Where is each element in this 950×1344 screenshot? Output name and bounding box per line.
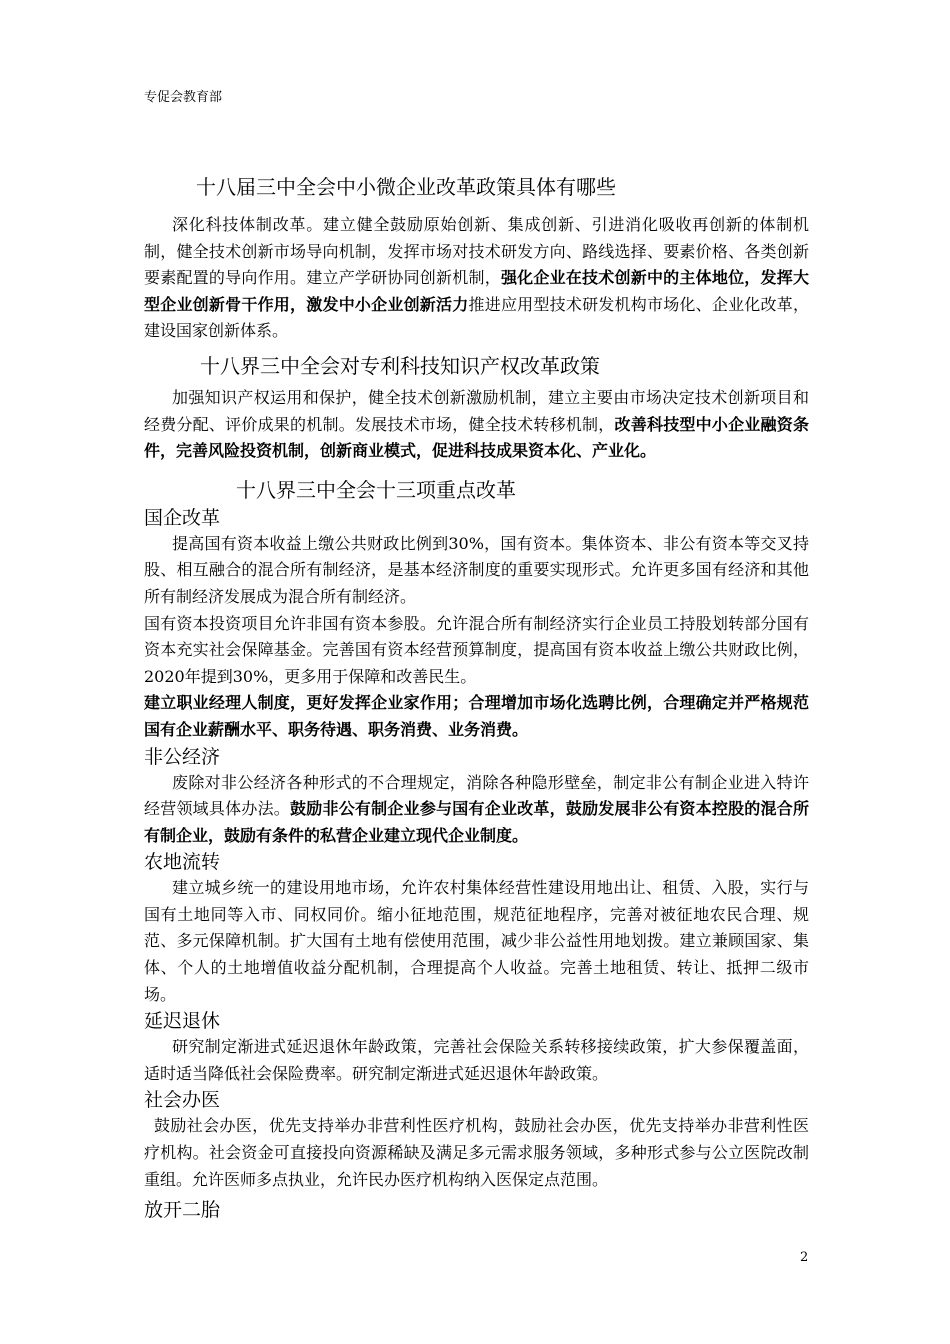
page-number: 2 — [800, 1250, 809, 1265]
subheading-private-economy: 非公经济 — [144, 745, 221, 768]
document-body — [144, 172, 809, 1223]
subheading-delayed-retirement: 延迟退休 — [144, 1010, 221, 1033]
paragraph-bold-text: 强化企业在技术创新中的主体地位，发挥大型企业创新骨干作用，激发中小企业创新活力 — [144, 268, 809, 314]
section-title-sme-reform: 十八届三中全会中小微企业改革政策具体有哪些 — [196, 175, 616, 199]
paragraph-private-economy — [144, 770, 809, 850]
paragraph-text: 废除对非公经济各种形式的不合理规定，消除各种隐形壁垒，制定非公有制企业进入特许经营领域具体办法。 — [144, 772, 809, 819]
section-title-thirteen-reforms: 十八界三中全会十三项重点改革 — [236, 477, 516, 502]
paragraph-text: 深化科技体制改革。建立健全鼓励原始创新、集成创新、引进消化吸收再创新的体制机制，健全技术创新市场导向机制，发挥市场对技术研发方向、路线选择、要素价格、各类创新要素配置的导向作用。建立产学研协同创新机制， — [144, 215, 809, 288]
paragraph-delayed-retirement: 研究制定渐进式延迟退休年龄政策，完善社会保险关系转移接续政策，扩大参保覆盖面，适时适当降低社会保险费率。研究制定渐进式延迟退休年龄政策。 — [144, 1037, 809, 1083]
section-title-ip-reform: 十八界三中全会对专利科技知识产权改革政策 — [200, 353, 600, 378]
paragraph-soe-2: 国有资本投资项目允许非国有资本参股。允许混合所有制经济实行企业员工持股划转部分国有资本充实社会保障基金。完善国有资本经营预算制度，提高国有资本收益上缴公共财政比例，2020年提到30%，更多用于保障和改善民生。 — [144, 613, 809, 686]
paragraph-tech-reform — [144, 212, 809, 345]
page-header: 专促会教育部 — [144, 90, 223, 105]
paragraph-ip-reform — [144, 385, 809, 465]
paragraph-soe-3: 建立职业经理人制度，更好发挥企业家作用；合理增加市场化选聘比例，合理确定并严格规范国有企业薪酬水平、职务待遇、职务消费、业务消费。 — [144, 693, 809, 739]
paragraph-bold-text: 改善科技型中小企业融资条件，完善风险投资机制，创新商业模式，促进科技成果资本化、产业化。 — [144, 414, 809, 461]
paragraph-bold-text: 鼓励非公有制企业参与国有企业改革，鼓励发展非公有资本控股的混合所有制企业，鼓励有条件的私营企业建立现代企业制度。 — [144, 799, 809, 845]
paragraph-text: 加强知识产权运用和保护，健全技术创新激励机制，建立主要由市场决定技术创新项目和经费分配、评价成果的机制。发展技术市场，健全技术转移机制， — [144, 387, 809, 434]
paragraph-land-transfer: 建立城乡统一的建设用地市场，允许农村集体经营性建设用地出让、租赁、入股，实行与国有土地同等入市、同权同价。缩小征地范围，规范征地程序，完善对被征地农民合理、规范、多元保障机制。扩大国有土地有偿使用范围，减少非公益性用地划拨。建立兼顾国家、集体、个人的土地增值收益分配机制，合理提高个人收益。完善土地租赁、转让、抵押二级市场。 — [144, 878, 809, 1004]
subheading-private-healthcare: 社会办医 — [144, 1089, 221, 1112]
subheading-soe-reform: 国企改革 — [144, 506, 221, 529]
paragraph-soe-1: 提高国有资本收益上缴公共财政比例到30%，国有资本。集体资本、非公有资本等交叉持股、相互融合的混合所有制经济，是基本经济制度的重要实现形式。允许更多国有经济和其他所有制经济发展成为混合所有制经济。 — [144, 533, 809, 606]
paragraph-private-healthcare: 鼓励社会办医，优先支持举办非营利性医疗机构，鼓励社会办医，优先支持举办非营利性医疗机构。社会资金可直接投向资源稀缺及满足多元需求服务领域，多种形式参与公立医院改制重组。允许医师多点执业，允许民办医疗机构纳入医保定点范围。 — [144, 1116, 809, 1189]
paragraph-text-tail: 推进应用型技术研发机构市场化、企业化改革，建设国家创新体系。 — [144, 294, 809, 341]
subheading-land-transfer: 农地流转 — [144, 851, 221, 874]
subheading-second-child: 放开二胎 — [144, 1199, 221, 1222]
